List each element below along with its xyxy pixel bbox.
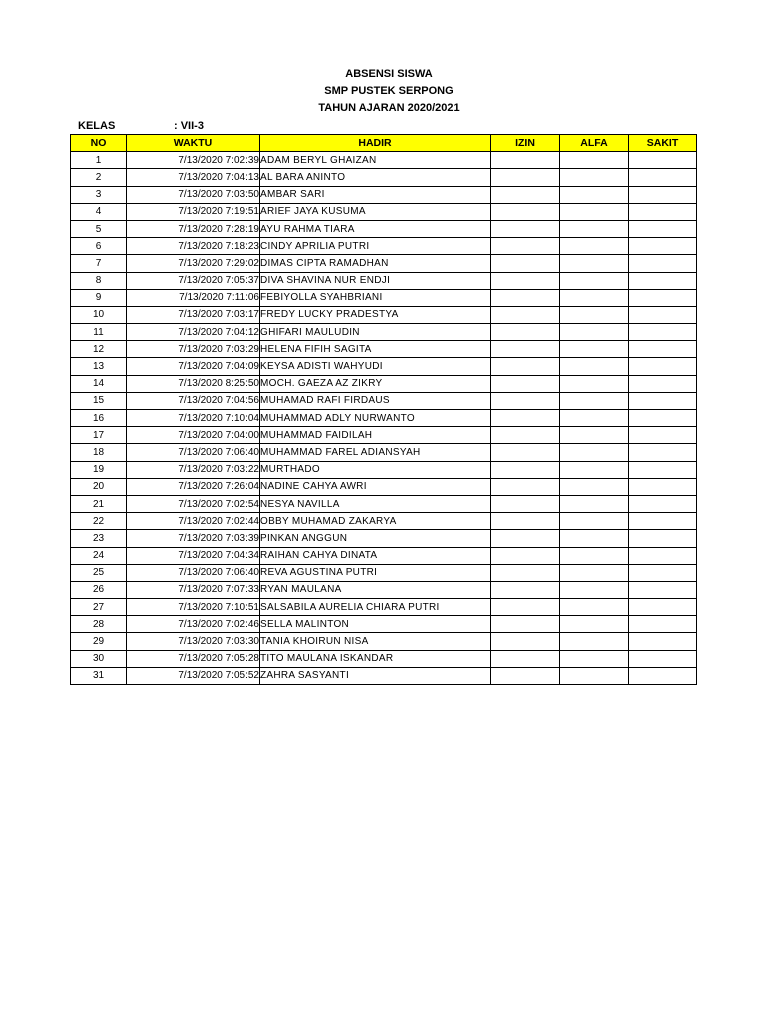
row-izin (491, 306, 560, 323)
row-izin (491, 392, 560, 409)
row-sakit (629, 599, 697, 616)
row-alfa (560, 238, 629, 255)
table-row (71, 564, 697, 581)
row-time: 7/13/2020 7:03:22 (127, 461, 260, 478)
row-alfa (560, 152, 629, 169)
document-header (0, 66, 768, 117)
row-alfa (560, 478, 629, 495)
row-sakit (629, 667, 697, 684)
row-sakit (629, 324, 697, 341)
row-sakit (629, 444, 697, 461)
table-row (71, 667, 697, 684)
row-izin (491, 152, 560, 169)
row-sakit (629, 650, 697, 667)
row-number: 10 (71, 306, 127, 323)
row-number: 11 (71, 324, 127, 341)
row-time: 7/13/2020 7:04:34 (127, 547, 260, 564)
row-name: MURTHADO (260, 461, 491, 478)
row-izin (491, 667, 560, 684)
row-izin (491, 547, 560, 564)
row-name: REVA AGUSTINA PUTRI (260, 564, 491, 581)
row-alfa (560, 667, 629, 684)
row-name: RAIHAN CAHYA DINATA (260, 547, 491, 564)
row-izin (491, 564, 560, 581)
row-name: GHIFARI MAULUDIN (260, 324, 491, 341)
row-alfa (560, 564, 629, 581)
table-row (71, 616, 697, 633)
row-sakit (629, 495, 697, 512)
row-alfa (560, 650, 629, 667)
row-sakit (629, 547, 697, 564)
row-name: AL BARA ANINTO (260, 169, 491, 186)
row-time: 7/13/2020 7:29:02 (127, 255, 260, 272)
row-name: ADAM BERYL GHAIZAN (260, 152, 491, 169)
row-alfa (560, 513, 629, 530)
row-name: OBBY MUHAMAD ZAKARYA (260, 513, 491, 530)
row-izin (491, 255, 560, 272)
row-alfa (560, 220, 629, 237)
row-alfa (560, 547, 629, 564)
row-alfa (560, 289, 629, 306)
table-row (71, 306, 697, 323)
row-sakit (629, 564, 697, 581)
row-alfa (560, 341, 629, 358)
row-number: 27 (71, 599, 127, 616)
row-number: 8 (71, 272, 127, 289)
row-sakit (629, 358, 697, 375)
row-number: 5 (71, 220, 127, 237)
row-time: 7/13/2020 7:03:30 (127, 633, 260, 650)
row-alfa (560, 427, 629, 444)
row-name: PINKAN ANGGUN (260, 530, 491, 547)
row-time: 7/13/2020 7:03:17 (127, 306, 260, 323)
row-alfa (560, 530, 629, 547)
row-number: 15 (71, 392, 127, 409)
row-izin (491, 169, 560, 186)
document-title: ABSENSI SISWA (345, 68, 433, 80)
row-number: 1 (71, 152, 127, 169)
row-name: SELLA MALINTON (260, 616, 491, 633)
table-row (71, 495, 697, 512)
row-name: DIVA SHAVINA NUR ENDJI (260, 272, 491, 289)
row-name: HELENA FIFIH SAGITA (260, 341, 491, 358)
row-number: 22 (71, 513, 127, 530)
row-sakit (629, 410, 697, 427)
row-sakit (629, 169, 697, 186)
row-alfa (560, 255, 629, 272)
column-header-izin: IZIN (491, 135, 560, 152)
table-row (71, 478, 697, 495)
row-name: AYU RAHMA TIARA (260, 220, 491, 237)
row-sakit (629, 289, 697, 306)
row-name: MUHAMAD RAFI FIRDAUS (260, 392, 491, 409)
row-alfa (560, 633, 629, 650)
table-row (71, 513, 697, 530)
row-izin (491, 186, 560, 203)
table-row (71, 633, 697, 650)
row-time: 7/13/2020 7:05:37 (127, 272, 260, 289)
row-alfa (560, 324, 629, 341)
row-izin (491, 581, 560, 598)
table-row (71, 530, 697, 547)
column-header-hadir: HADIR (260, 135, 491, 152)
table-row (71, 238, 697, 255)
table-row (71, 220, 697, 237)
row-izin (491, 633, 560, 650)
row-izin (491, 375, 560, 392)
row-alfa (560, 392, 629, 409)
row-time: 7/13/2020 7:02:54 (127, 495, 260, 512)
row-time: 7/13/2020 7:04:00 (127, 427, 260, 444)
row-izin (491, 495, 560, 512)
row-izin (491, 341, 560, 358)
attendance-table (70, 134, 697, 685)
row-number: 7 (71, 255, 127, 272)
row-time: 7/13/2020 7:04:12 (127, 324, 260, 341)
table-row (71, 547, 697, 564)
row-name: MUHAMMAD FAIDILAH (260, 427, 491, 444)
academic-year: TAHUN AJARAN 2020/2021 (318, 102, 460, 114)
row-time: 7/13/2020 7:19:51 (127, 203, 260, 220)
row-izin (491, 427, 560, 444)
row-izin (491, 513, 560, 530)
row-time: 7/13/2020 8:25:50 (127, 375, 260, 392)
row-izin (491, 410, 560, 427)
row-time: 7/13/2020 7:10:04 (127, 410, 260, 427)
row-time: 7/13/2020 7:04:09 (127, 358, 260, 375)
table-header-row (71, 135, 697, 152)
row-number: 16 (71, 410, 127, 427)
table-row (71, 375, 697, 392)
table-row (71, 324, 697, 341)
row-sakit (629, 633, 697, 650)
row-name: FEBIYOLLA SYAHBRIANI (260, 289, 491, 306)
table-row (71, 272, 697, 289)
row-alfa (560, 599, 629, 616)
row-time: 7/13/2020 7:04:56 (127, 392, 260, 409)
row-name: MUHAMMAD ADLY NURWANTO (260, 410, 491, 427)
row-name: KEYSA ADISTI WAHYUDI (260, 358, 491, 375)
row-name: AMBAR SARI (260, 186, 491, 203)
row-time: 7/13/2020 7:26:04 (127, 478, 260, 495)
row-number: 21 (71, 495, 127, 512)
row-time: 7/13/2020 7:04:13 (127, 169, 260, 186)
row-sakit (629, 272, 697, 289)
row-alfa (560, 375, 629, 392)
row-name: NADINE CAHYA AWRI (260, 478, 491, 495)
column-header-waktu: WAKTU (127, 135, 260, 152)
class-value: : VII-3 (174, 120, 204, 132)
table-row (71, 186, 697, 203)
row-time: 7/13/2020 7:02:39 (127, 152, 260, 169)
row-alfa (560, 616, 629, 633)
row-name: RYAN MAULANA (260, 581, 491, 598)
row-sakit (629, 461, 697, 478)
row-izin (491, 272, 560, 289)
row-name: DIMAS CIPTA RAMADHAN (260, 255, 491, 272)
table-row (71, 461, 697, 478)
row-alfa (560, 306, 629, 323)
row-time: 7/13/2020 7:05:28 (127, 650, 260, 667)
row-sakit (629, 341, 697, 358)
table-row (71, 427, 697, 444)
row-number: 6 (71, 238, 127, 255)
column-header-no: NO (71, 135, 127, 152)
row-name: ZAHRA SASYANTI (260, 667, 491, 684)
row-number: 2 (71, 169, 127, 186)
row-alfa (560, 358, 629, 375)
row-name: TITO MAULANA ISKANDAR (260, 650, 491, 667)
row-izin (491, 461, 560, 478)
row-alfa (560, 581, 629, 598)
row-time: 7/13/2020 7:11:06 (127, 289, 260, 306)
table-row (71, 650, 697, 667)
row-time: 7/13/2020 7:10:51 (127, 599, 260, 616)
table-row (71, 410, 697, 427)
table-row (71, 581, 697, 598)
row-izin (491, 478, 560, 495)
row-sakit (629, 427, 697, 444)
row-number: 28 (71, 616, 127, 633)
column-header-sakit: SAKIT (629, 135, 697, 152)
row-name: CINDY APRILIA PUTRI (260, 238, 491, 255)
column-header-alfa: ALFA (560, 135, 629, 152)
table-row (71, 392, 697, 409)
row-izin (491, 289, 560, 306)
row-sakit (629, 220, 697, 237)
row-number: 31 (71, 667, 127, 684)
row-izin (491, 238, 560, 255)
row-number: 23 (71, 530, 127, 547)
row-time: 7/13/2020 7:05:52 (127, 667, 260, 684)
table-row (71, 152, 697, 169)
row-sakit (629, 478, 697, 495)
table-row (71, 169, 697, 186)
row-sakit (629, 255, 697, 272)
row-izin (491, 530, 560, 547)
row-number: 9 (71, 289, 127, 306)
school-name: SMP PUSTEK SERPONG (324, 85, 454, 97)
row-number: 26 (71, 581, 127, 598)
row-alfa (560, 169, 629, 186)
row-sakit (629, 530, 697, 547)
row-number: 19 (71, 461, 127, 478)
row-izin (491, 220, 560, 237)
row-sakit (629, 152, 697, 169)
row-number: 20 (71, 478, 127, 495)
row-number: 13 (71, 358, 127, 375)
table-row (71, 341, 697, 358)
row-sakit (629, 392, 697, 409)
row-name: TANIA KHOIRUN NISA (260, 633, 491, 650)
row-sakit (629, 375, 697, 392)
table-body (71, 152, 697, 685)
row-time: 7/13/2020 7:28:19 (127, 220, 260, 237)
row-number: 25 (71, 564, 127, 581)
row-time: 7/13/2020 7:06:40 (127, 564, 260, 581)
row-number: 4 (71, 203, 127, 220)
row-time: 7/13/2020 7:06:40 (127, 444, 260, 461)
table-row (71, 444, 697, 461)
row-izin (491, 324, 560, 341)
row-name: MOCH. GAEZA AZ ZIKRY (260, 375, 491, 392)
row-time: 7/13/2020 7:02:46 (127, 616, 260, 633)
table-row (71, 358, 697, 375)
row-time: 7/13/2020 7:03:39 (127, 530, 260, 547)
row-izin (491, 599, 560, 616)
row-sakit (629, 238, 697, 255)
row-izin (491, 444, 560, 461)
row-name: ARIEF JAYA KUSUMA (260, 203, 491, 220)
row-alfa (560, 186, 629, 203)
row-sakit (629, 616, 697, 633)
row-number: 14 (71, 375, 127, 392)
row-number: 18 (71, 444, 127, 461)
table-row (71, 255, 697, 272)
row-sakit (629, 203, 697, 220)
row-sakit (629, 513, 697, 530)
row-izin (491, 358, 560, 375)
row-time: 7/13/2020 7:18:23 (127, 238, 260, 255)
table-row (71, 289, 697, 306)
row-alfa (560, 272, 629, 289)
row-izin (491, 203, 560, 220)
row-number: 12 (71, 341, 127, 358)
row-sakit (629, 581, 697, 598)
row-time: 7/13/2020 7:07:33 (127, 581, 260, 598)
row-number: 29 (71, 633, 127, 650)
row-izin (491, 650, 560, 667)
row-izin (491, 616, 560, 633)
row-number: 24 (71, 547, 127, 564)
row-alfa (560, 444, 629, 461)
row-name: FREDY LUCKY PRADESTYA (260, 306, 491, 323)
row-number: 17 (71, 427, 127, 444)
row-time: 7/13/2020 7:03:50 (127, 186, 260, 203)
row-alfa (560, 461, 629, 478)
table-row (71, 599, 697, 616)
row-name: NESYA NAVILLA (260, 495, 491, 512)
row-time: 7/13/2020 7:02:44 (127, 513, 260, 530)
row-number: 3 (71, 186, 127, 203)
row-alfa (560, 410, 629, 427)
row-sakit (629, 306, 697, 323)
row-time: 7/13/2020 7:03:29 (127, 341, 260, 358)
row-alfa (560, 203, 629, 220)
row-name: MUHAMMAD FAREL ADIANSYAH (260, 444, 491, 461)
row-name: SALSABILA AURELIA CHIARA PUTRI (260, 599, 491, 616)
row-number: 30 (71, 650, 127, 667)
row-sakit (629, 186, 697, 203)
row-alfa (560, 495, 629, 512)
class-label: KELAS (78, 120, 116, 132)
table-row (71, 203, 697, 220)
